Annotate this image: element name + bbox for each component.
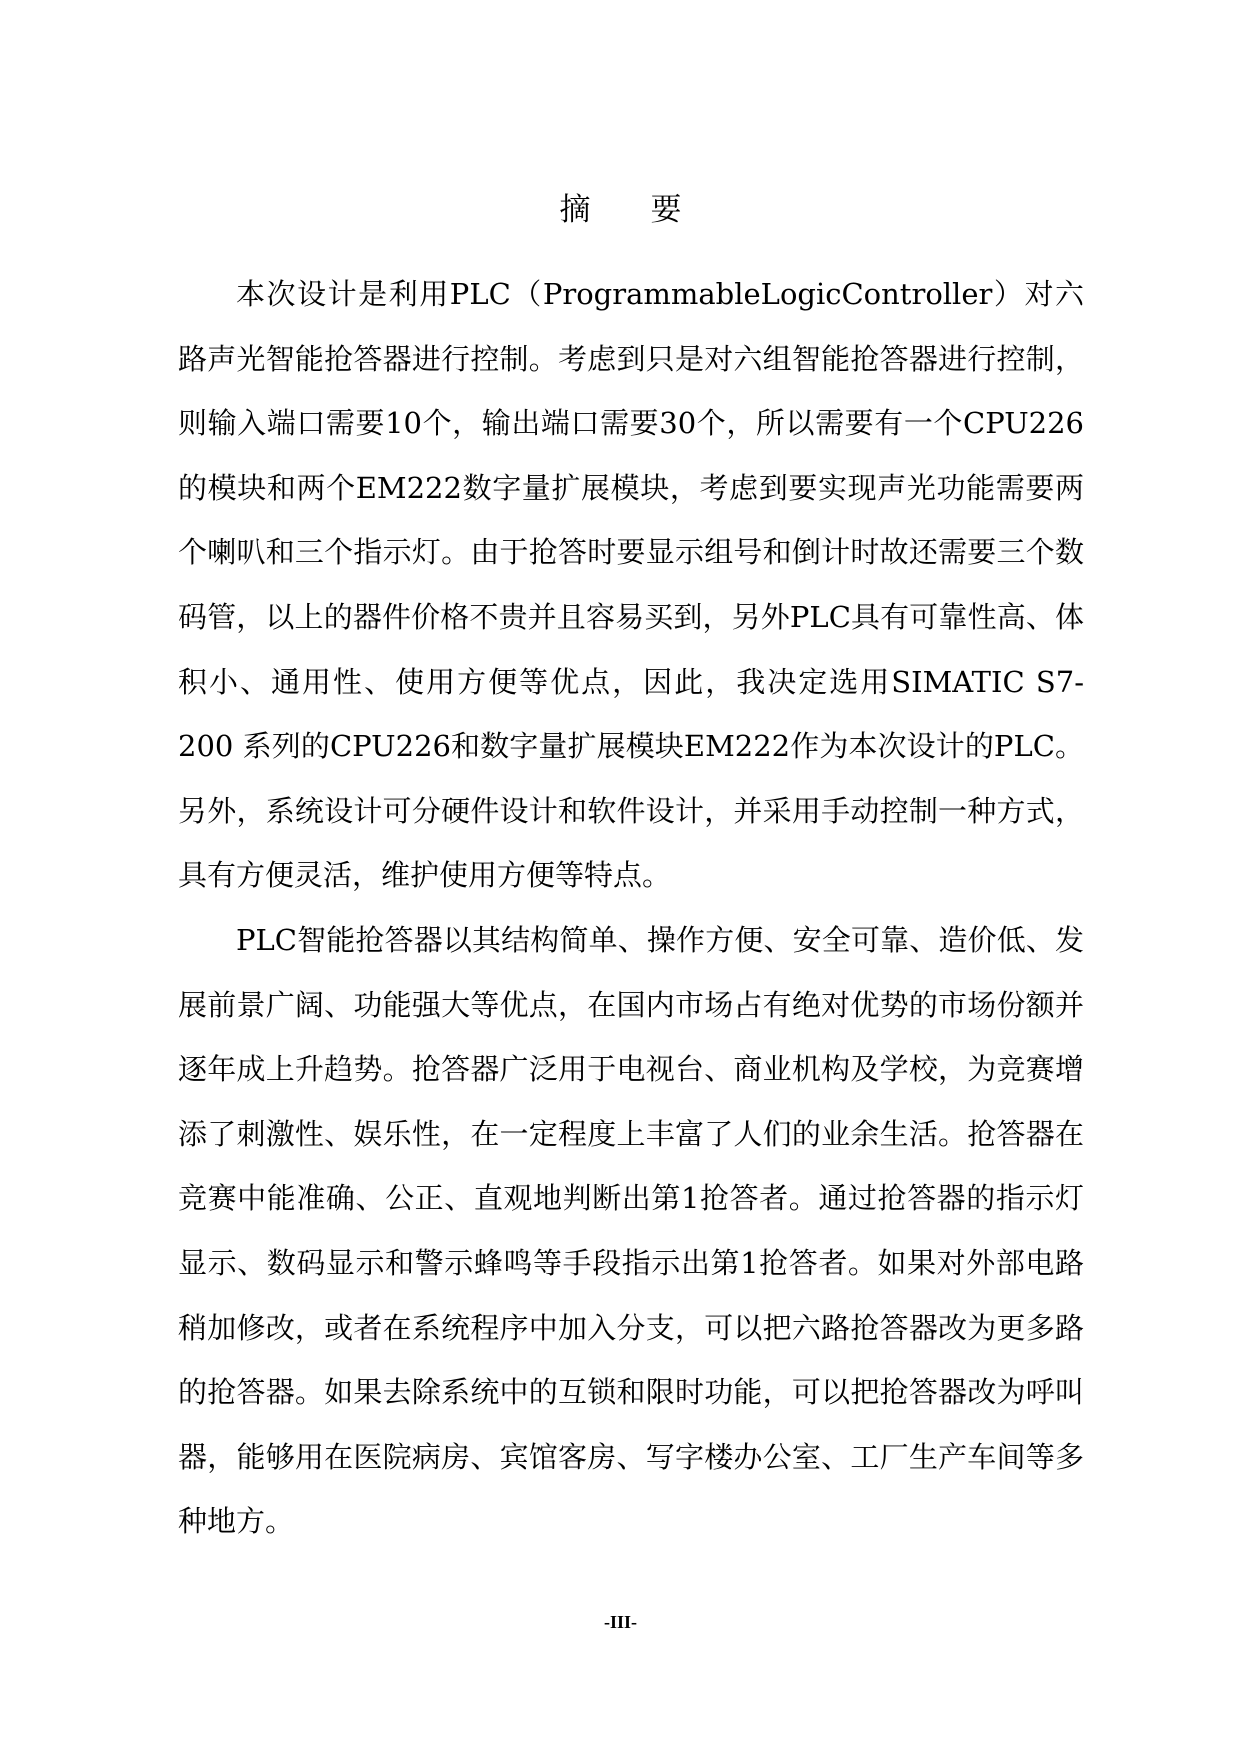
page-number: -III- [603,1612,637,1632]
abstract-title [0,184,1241,229]
abstract-body [178,262,1084,1554]
abstract-title-char-2: 要 [650,192,682,228]
abstract-paragraph-2: PLC智能抢答器以其结构简单、操作方便、安全可靠、造价低、发展前景广阔、功能强大等优点，在国内市场占有绝对优势的市场份额并逐年成上升趋势。抢答器广泛用于电视台、商业机构及学校，为竞赛增添了刺激性、娱乐性，在一定程度上丰富了人们的业余生活。抢答器在竞赛中能准确、公正、直观地判断出第1抢答者。通过抢答器的指示灯显示、数码显示和警示蜂鸣等手段指示出第1抢答者。如果对外部电路稍加修改，或者在系统程序中加入分支，可以把六路抢答器改为更多路的抢答器。如果去除系统中的互锁和限时功能，可以把抢答器改为呼叫器，能够用在医院病房、宾馆客房、写字楼办公室、工厂生产车间等多种地方。 [178,922,1084,1539]
abstract-paragraph-1: 本次设计是利用PLC（ProgrammableLogicController）对六路声光智能抢答器进行控制。考虑到只是对六组智能抢答器进行控制，则输入端口需要10个，输出端口需要30个，所以需要有一个CPU226的模块和两个EM222数字量扩展模块，考虑到要实现声光功能需要两个喇叭和三个指示灯。由于抢答时要显示组号和倒计时故还需要三个数码管，以上的器件价格不贵并且容易买到，另外PLC具有可靠性高、体积小、通用性、使用方便等优点，因此，我决定选用SIMATIC S7-200 系列的CPU226和数字量扩展模块EM222作为本次设计的PLC。另外，系统设计可分硬件设计和软件设计，并采用手动控制一种方式，具有方便灵活，维护使用方便等特点。 [178,277,1084,893]
abstract-title-char-1: 摘 [559,192,591,228]
